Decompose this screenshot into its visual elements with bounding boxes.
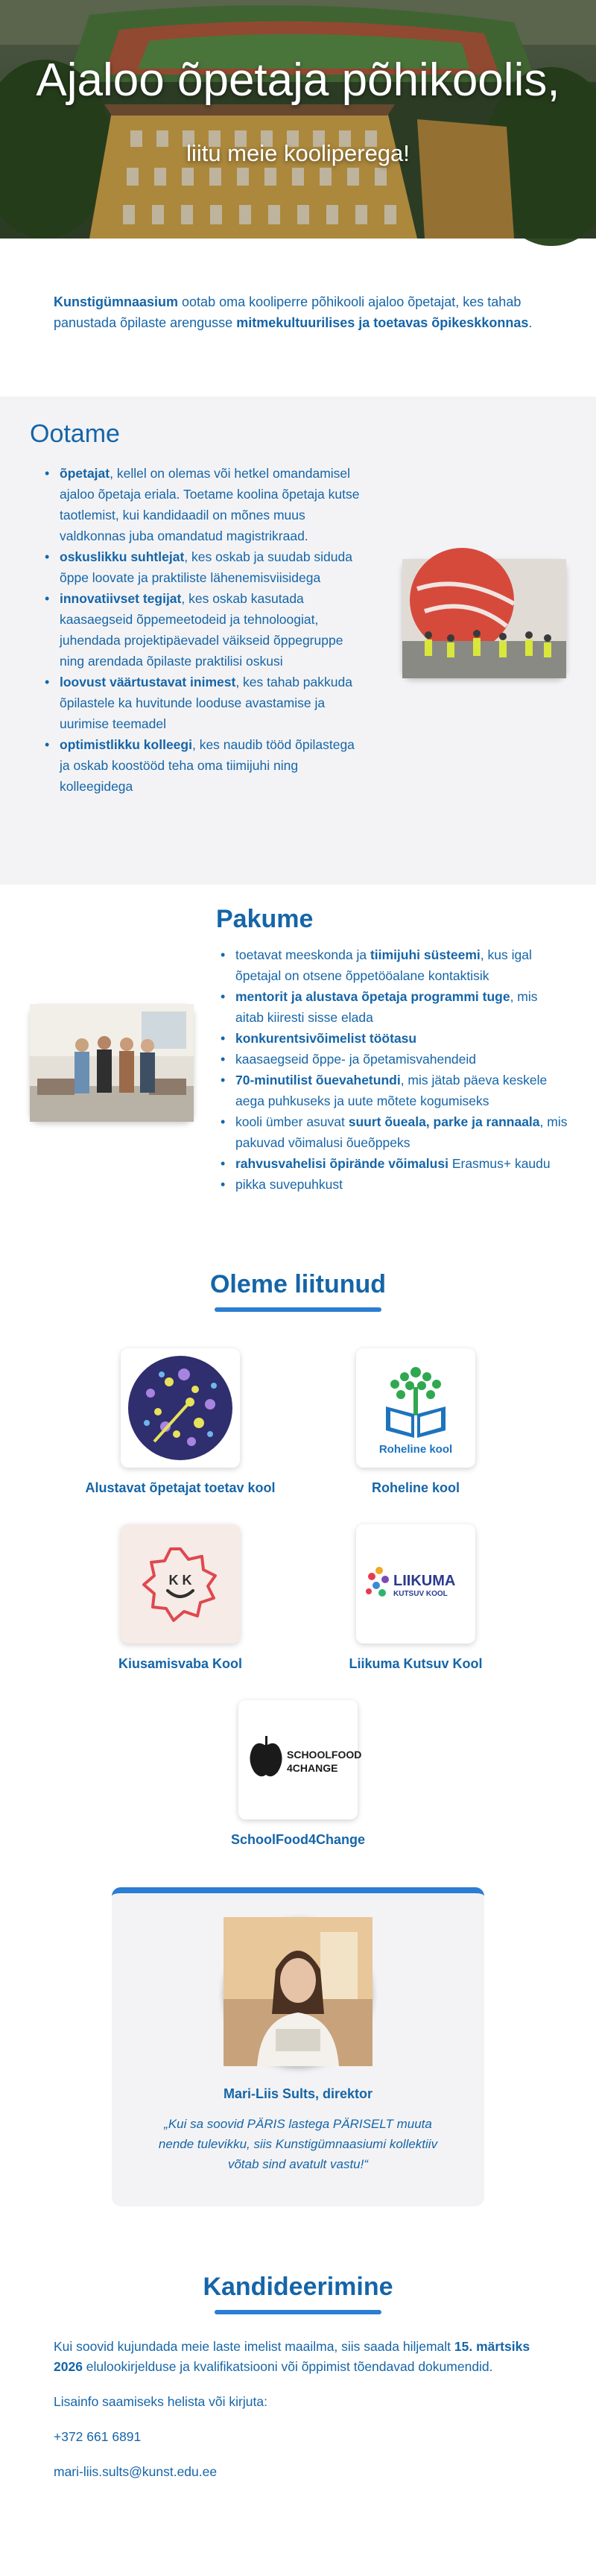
- liikuma-kutsuv-kool-logo: [356, 1524, 475, 1644]
- liitunud-section: [0, 1265, 596, 1887]
- kiusamisvaba-kool-logo: [121, 1524, 240, 1644]
- svg-text:4CHANGE: 4CHANGE: [287, 1762, 338, 1774]
- list-item: • kaasaegseid õppe- ja õpetamisvahendeid: [218, 1049, 568, 1070]
- list-item: • loovust väärtustavat inimest, kes tahab pakkuda õpilastele ka huvitunde looduse avastamise ja uurimise teemadel: [42, 672, 362, 734]
- list-item: • optimistlikku kolleegi, kes naudib tööd õpilastega ja oskab koostööd teha oma tiimijuhi ning kolleegidega: [42, 734, 362, 797]
- svg-text:K K: K K: [168, 1573, 192, 1588]
- svg-text:LIIKUMA: LIIKUMA: [393, 1573, 456, 1589]
- schoolfood4change-logo: [238, 1700, 362, 1819]
- badge-label: Alustavat õpetajat toetav kool: [85, 1480, 276, 1495]
- badge-roheline-kool: [304, 1348, 527, 1499]
- school-building-aerial-image: [0, 0, 596, 239]
- quote-section: [0, 1887, 596, 2236]
- deadline-date: 15. märtsiks 2026: [54, 2338, 530, 2374]
- kandideerimine-body: [0, 2314, 596, 2483]
- students-outdoor-photo: [402, 559, 566, 678]
- alustavat-opetajat-logo: [121, 1348, 240, 1468]
- school-name: Kunstigümnaasium: [54, 294, 179, 309]
- intro-text: Kunstigümnaasium ootab oma kooliperre põhikooli ajaloo õpetajat, kes tahab panustada õpilaste arengusse mitmekultuurilises ja toetavas õpikeskkonnas.: [54, 294, 533, 330]
- director-name: Mari-Liis Sults, direktor: [223, 2086, 373, 2101]
- badge-kiusamisvaba-kool: [69, 1524, 292, 1675]
- svg-text:KUTSUV KOOL: KUTSUV KOOL: [393, 1590, 448, 1598]
- list-item: • oskuslikku suhtlejat, kes oskab ja suudab siduda õppe loovate ja praktiliste lähenemisviisidega: [42, 546, 362, 588]
- contact-email[interactable]: mari-liis.sults@kunst.edu.ee: [54, 2464, 218, 2480]
- list-item: • 70-minutilist õuevahetundi, mis jätab päeva keskele aega puhkuseks ja uute mõtete kogumiseks: [218, 1070, 568, 1111]
- intro-section: [0, 239, 596, 397]
- title-underline: [215, 1307, 381, 1312]
- svg-text:Roheline kool: Roheline kool: [378, 1443, 453, 1456]
- kandideerimine-section: [0, 2236, 596, 2576]
- badge-label: Kiusamisvaba Kool: [118, 1656, 243, 1671]
- hero-subtitle: liitu meie kooliperega!: [186, 140, 410, 166]
- hero-title: Ajaloo õpetaja põhikoolis,: [36, 54, 560, 106]
- roheline-kool-logo: [356, 1348, 475, 1468]
- badge-schoolfood4change: [186, 1700, 410, 1851]
- list-item: • rahvusvahelisi õpirände võimalusi Erasmus+ kaudu: [218, 1153, 568, 1174]
- quote-card: [112, 1887, 484, 2206]
- ootame-title: Ootame: [30, 420, 120, 448]
- list-item: • innovatiivset tegijat, kes oskab kasutada kaasaegseid õppemeetodeid ja tehnoloogiat, juhendada projektipäevadel väikseid õppegruppe ning arendada õpilaste praktilisi oskusi: [42, 588, 362, 672]
- hero-banner: [0, 0, 596, 239]
- badge-label: Roheline kool: [371, 1480, 460, 1495]
- list-item: • õpetajat, kellel on olemas või hetkel omandamisel ajaloo õpetaja eriala. Toetame koolina õpetaja kutse taotlemist, kui kandidaadil on mõnes muus valdkonnas juba omandatud magistrikraad.: [42, 463, 362, 546]
- list-item: • toetavat meeskonda ja tiimijuhi süsteemi, kus igal õpetajal on otsene õppetööalane kontaktisik: [218, 944, 568, 986]
- application-deadline-text: Kui soovid kujundada meie laste imelist maailma, siis saada hiljemalt 15. märtsiks 2026 elulookirjelduse ja kvalifikatsiooni või õppimist tõendavad dokumendid.: [54, 2338, 530, 2374]
- list-item: • pikka suvepuhkust: [218, 1174, 568, 1195]
- contact-phone[interactable]: +372 661 6891: [54, 2429, 142, 2445]
- pakume-title: Pakume: [216, 905, 314, 933]
- pakume-list: [218, 944, 568, 1195]
- quote-text: „Kui sa soovid PÄRIS lastega PÄRISELT muuta nende tulevikku, siis Kunstigümnaasiumi kollektiiv võtab sind avatult vastu!“: [158, 2116, 438, 2172]
- liitunud-title: Oleme liitunud: [209, 1270, 387, 1298]
- ootame-section: [0, 397, 596, 885]
- teachers-group-photo: [30, 1004, 194, 1122]
- list-item: • konkurentsivõimelist töötasu: [218, 1028, 568, 1049]
- svg-text:SCHOOLFOOD: SCHOOLFOOD: [287, 1749, 362, 1761]
- badge-label: SchoolFood4Change: [231, 1832, 365, 1847]
- badge-label: Liikuma Kutsuv Kool: [349, 1656, 483, 1671]
- pakume-section: [0, 885, 596, 1265]
- badge-alustavat-opetajat: [69, 1348, 292, 1499]
- list-item: • kooli ümber asuvat suurt õueala, parke ja rannaala, mis pakuvad võimalusi õueõppeks: [218, 1111, 568, 1153]
- list-item: • mentorit ja alustava õpetaja programmi tuge, mis aitab kiiresti sisse elada: [218, 986, 568, 1028]
- badge-liikuma-kutsuv-kool: [304, 1524, 527, 1675]
- kandideerimine-title: Kandideerimine: [203, 2273, 393, 2301]
- contact-intro-text: Lisainfo saamiseks helista või kirjuta:: [54, 2393, 267, 2409]
- ootame-list: [42, 463, 362, 797]
- director-portrait: [224, 1917, 372, 2066]
